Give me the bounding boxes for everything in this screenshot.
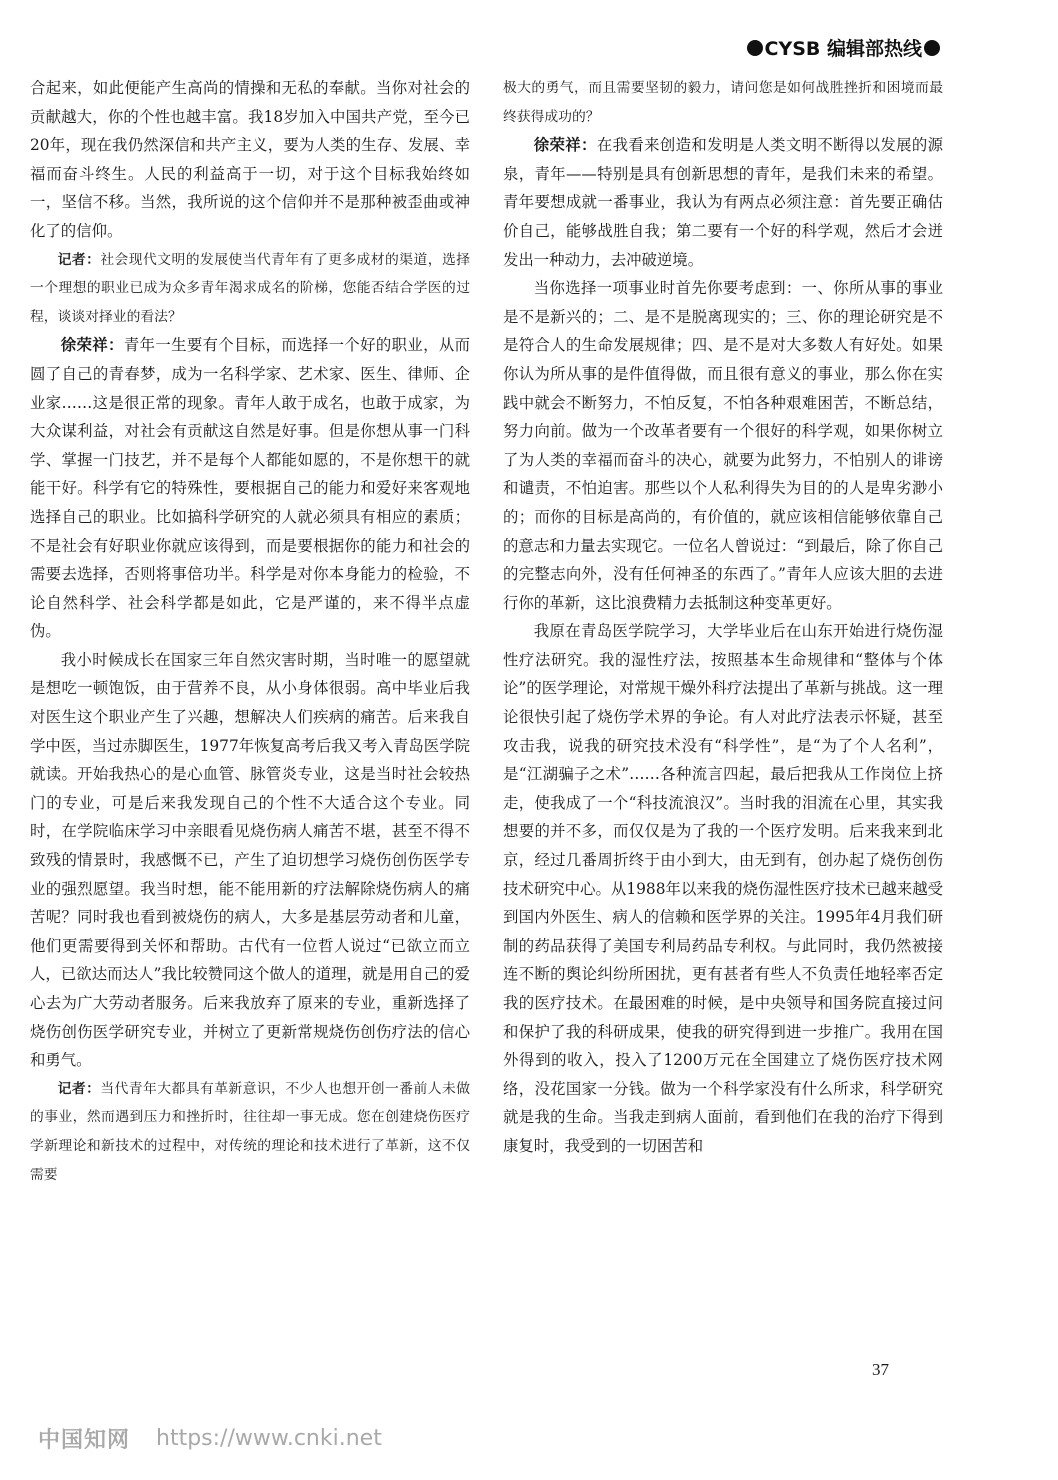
paragraph-text: 当代青年大都具有革新意识，不少人也想开创一番前人未做的事业，然而遇到压力和挫折时，往往却一事无成。您在创建烧伤医疗学新理论和新技术的过程中，对传统的理论和技术进行了革新，这不仅需要	[30, 1080, 471, 1183]
body-paragraph	[30, 74, 470, 246]
question-paragraph	[30, 246, 470, 332]
paragraph-text: 极大的勇气，而且需要坚韧的毅力，请问您是如何战胜挫折和困境而最终获得成功的？	[503, 80, 943, 125]
bullet-dot-icon	[747, 40, 763, 56]
body-paragraph	[503, 617, 943, 1160]
footer-brand: 中国知网	[38, 1428, 131, 1453]
speaker-label: 记者：	[57, 251, 101, 268]
paragraph-text: 在我看来创造和发明是人类文明不断得以发展的源泉，青年——特别是具有创新思想的青年，是我们未来的希望。青年要想成就一番事业，我认为有两点必须注意：首先要正确估价自己，能够战胜自我；第二要有一个好的科学观，然后才会迸发出一种动力，去冲破逆境。	[503, 136, 943, 269]
section-header	[747, 34, 940, 61]
speaker-label: 徐荣祥：	[60, 336, 124, 355]
answer-paragraph	[30, 331, 470, 646]
right-column	[503, 74, 943, 1161]
paragraph-text: 我原在青岛医学院学习，大学毕业后在山东开始进行烧伤湿性疗法研究。我的湿性疗法，按照基本生命规律和“整体与个体论”的医学理论，对常规干燥外科疗法提出了革新与挑战。这一理论很快引起了烧伤学术界的争论。有人对此疗法表示怀疑，甚至攻击我，说我的研究技术没有“科学性”，是“为了个人名利”，是“江湖骗子之术”……各种流言四起，最后把我从工作岗位上挤走，使我成了一个“科技流浪汉”。当时我的泪流在心里，其实我想要的并不多，而仅仅是为了我的一个医疗发明。后来我来到北京，经过几番周折终于由小到大，由无到有，创办起了烧伤创伤技术研究中心。从1988年以来我的烧伤湿性医疗技术已越来越受到国内外医生、病人的信赖和医学界的关注。1995年4月我们研制的药品获得了美国专利局药品专利权。与此同时，我仍然被接连不断的舆论纠纷所困扰，更有甚者有些人不负责任地轻率否定我的医疗技术。在最困难的时候，是中央领导和国务院直接过问和保护了我的科研成果，使我的研究得到进一步推广。我用在国外得到的收入，投入了1200万元在全国建立了烧伤医疗技术网络，没花国家一分钱。做为一个科学家没有什么所求，科学研究就是我的生命。当我走到病人面前，看到他们在我的治疗下得到康复时，我受到的一切困苦和	[503, 622, 943, 1155]
paragraph-text: 青年一生要有个目标，而选择一个好的职业，从而圆了自己的青春梦，成为一名科学家、艺术家、医生、律师、企业家……这是很正常的现象。青年人敢于成名，也敢于成家，为大众谋利益，对社会有贡献这自然是好事。但是你想从事一门科学、掌握一门技艺，并不是每个人都能如愿的，不是你想干的就能干好。科学有它的特殊性，要根据自己的能力和爱好来客观地选择自己的职业。比如搞科学研究的人就必须具有相应的素质；不是社会有好职业你就应该得到，而是要根据你的能力和社会的需要去选择，否则将事倍功半。科学是对你本身能力的检验，不论自然科学、社会科学都是如此，它是严谨的，来不得半点虚伪。	[30, 336, 470, 641]
footer-url[interactable]: https://www.cnki.net	[156, 1426, 382, 1451]
left-column	[30, 74, 470, 1189]
watermark-footer	[38, 1423, 382, 1454]
bullet-dot-icon	[924, 40, 940, 56]
header-title: CYSB 编辑部热线	[764, 38, 922, 60]
page-number: 37	[872, 1360, 889, 1379]
paragraph-text: 社会现代文明的发展使当代青年有了更多成材的渠道，选择一个理想的职业已成为众多青年渴求成名的阶梯，您能否结合学医的过程，谈谈对择业的看法？	[30, 251, 471, 325]
answer-paragraph	[503, 131, 943, 274]
body-paragraph	[503, 274, 943, 617]
question-paragraph	[503, 74, 943, 131]
paragraph-text: 我小时候成长在国家三年自然灾害时期，当时唯一的愿望就是想吃一顿饱饭，由于营养不良，从小身体很弱。高中毕业后我对医生这个职业产生了兴趣，想解决人们疾病的痛苦。后来我自学中医，当过赤脚医生，1977年恢复高考后我又考入青岛医学院就读。开始我热心的是心血管、脉管炎专业，这是当时社会较热门的专业，可是后来我发现自己的个性不大适合这个专业。同时，在学院临床学习中亲眼看见烧伤病人痛苦不堪，甚至不得不致残的情景时，我感慨不已，产生了迫切想学习烧伤创伤医学专业的强烈愿望。我当时想，能不能用新的疗法解除烧伤病人的痛苦呢？同时我也看到被烧伤的病人，大多是基层劳动者和儿童，他们更需要得到关怀和帮助。古代有一位哲人说过“已欲立而立人，已欲达而达人”我比较赞同这个做人的道理，就是用自己的爱心去为广大劳动者服务。后来我放弃了原来的专业，重新选择了烧伤创伤医学研究专业，并树立了更新常规烧伤创伤疗法的信心和勇气。	[30, 650, 470, 1070]
speaker-label: 徐荣祥：	[533, 136, 597, 155]
question-paragraph	[30, 1075, 470, 1189]
body-paragraph	[30, 646, 470, 1075]
paragraph-text: 合起来，如此便能产生高尚的情操和无私的奉献。当你对社会的贡献越大，你的个性也越丰富。我18岁加入中国共产党，至今已20年，现在我仍然深信和共产主义，要为人类的生存、发展、幸福而奋斗终生。人民的利益高于一切，对于这个目标我始终如一，坚信不移。当然，我所说的这个信仰并不是那种被歪曲或神化了的信仰。	[30, 79, 470, 240]
paragraph-text: 当你选择一项事业时首先你要考虑到：一、你所从事的事业是不是新兴的；二、是不是脱离现实的；三、你的理论研究是不是符合人的生命发展规律；四、是不是对大多数人有好处。如果你认为所从事的是件值得做，而且很有意义的事业，那么你在实践中就会不断努力，不怕反复，不怕各种艰难困苦，不断总结，努力向前。做为一个改革者要有一个很好的科学观，如果你树立了为人类的幸福而奋斗的决心，就要为此努力，不怕别人的诽谤和谴责，不怕迫害。那些以个人私利得失为目的的人是卑劣渺小的；而你的目标是高尚的，有价值的，就应该相信能够依靠自己的意志和力量去实现它。一位名人曾说过：“到最后，除了你自己的完整志向外，没有任何神圣的东西了。”青年人应该大胆的去进行你的革新，这比浪费精力去抵制这种变革更好。	[503, 279, 943, 612]
speaker-label: 记者：	[57, 1080, 101, 1097]
